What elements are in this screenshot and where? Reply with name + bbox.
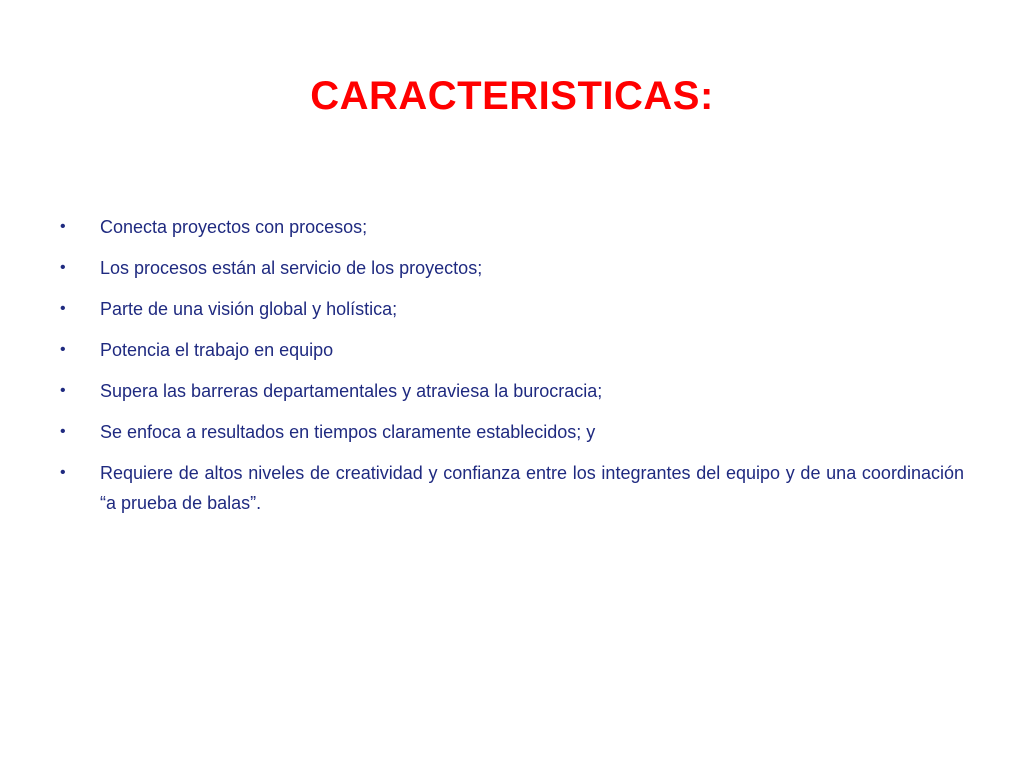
bullet-list xyxy=(60,212,964,529)
bullet-icon: • xyxy=(60,341,66,358)
slide-title: CARACTERISTICAS: xyxy=(310,74,714,118)
bullet-item xyxy=(60,212,964,242)
bullet-text: Se enfoca a resultados en tiempos claramente establecidos; y xyxy=(100,422,596,442)
bullet-text: Los procesos están al servicio de los proyectos; xyxy=(100,258,483,278)
bullet-icon: • xyxy=(60,300,66,317)
bullet-icon: • xyxy=(60,382,66,399)
bullet-item xyxy=(60,294,964,324)
bullet-item xyxy=(60,376,964,406)
bullet-item xyxy=(60,335,964,365)
bullet-text: Conecta proyectos con procesos; xyxy=(100,217,368,237)
bullet-text: Parte de una visión global y holística; xyxy=(100,299,398,319)
bullet-icon: • xyxy=(60,259,66,276)
bullet-text: Potencia el trabajo en equipo xyxy=(100,340,334,360)
bullet-icon: • xyxy=(60,218,66,235)
bullet-item xyxy=(60,253,964,283)
bullet-item xyxy=(60,458,964,518)
bullet-text: Requiere de altos niveles de creatividad y confianza entre los integrantes del equipo y de una coordinación “a prueba de balas”. xyxy=(100,463,964,513)
bullet-icon: • xyxy=(60,464,66,481)
bullet-icon: • xyxy=(60,423,66,440)
bullet-item xyxy=(60,417,964,447)
bullet-text: Supera las barreras departamentales y atraviesa la burocracia; xyxy=(100,381,603,401)
